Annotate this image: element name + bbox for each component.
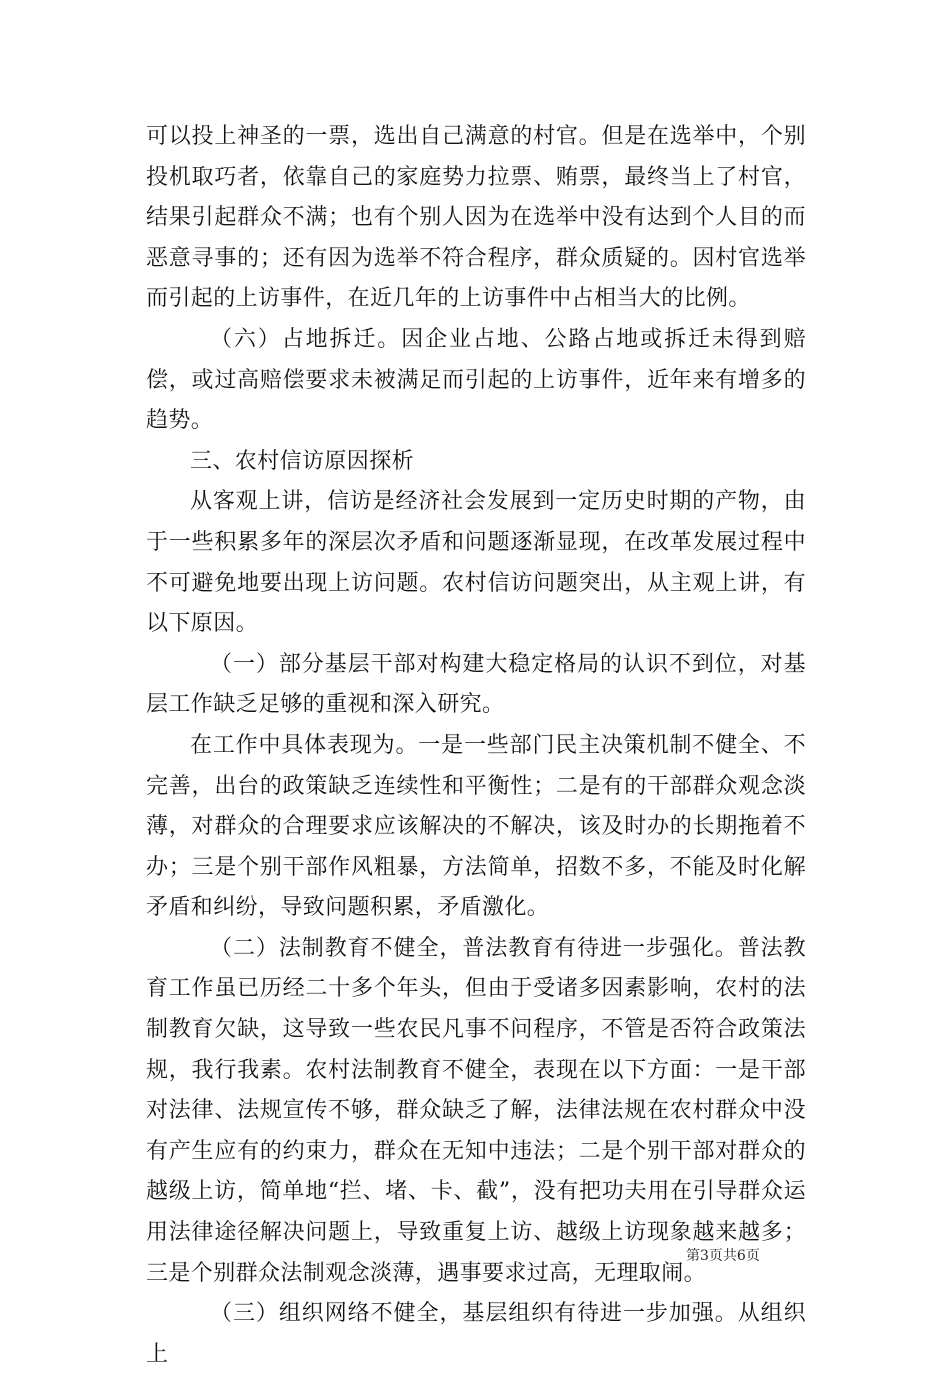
section-heading-causes: 三、农村信访原因探析 bbox=[190, 448, 415, 474]
paragraph-cause-one: （一）部分基层干部对构建大稳定格局的认识不到位，对基层工作缺乏足够的重视和深入研究。 bbox=[146, 651, 806, 718]
paragraph-land-demolition: （六）占地拆迁。因企业占地、公路占地或拆迁未得到赔偿，或过高赔偿要求未被满足而引起的上访事件，近年来有增多的趋势。 bbox=[146, 326, 806, 434]
document-body bbox=[146, 117, 806, 1375]
paragraph-cause-one-details: 在工作中具体表现为。一是一些部门民主决策机制不健全、不完善，出台的政策缺乏连续性和平衡性；二是有的干部群众观念淡薄，对群众的合理要求应该解决的不解决，该及时办的长期拖着不办；三是个别干部作风粗暴，方法简单，招数不多，不能及时化解矛盾和纠纷，导致问题积累，矛盾激化。 bbox=[146, 732, 806, 921]
paragraph-objective-causes: 从客观上讲，信访是经济社会发展到一定历史时期的产物，由于一些积累多年的深层次矛盾和问题逐渐显现，在改革发展过程中不可避免地要出现上访问题。农村信访问题突出，从主观上讲，有以下原因。 bbox=[146, 489, 806, 637]
paragraph-cause-three: （三）组织网络不健全，基层组织有待进一步加强。从组织上 bbox=[146, 1301, 806, 1367]
page-number: 第3页共6页 bbox=[686, 1248, 760, 1264]
paragraph-village-election: 可以投上神圣的一票，选出自己满意的村官。但是在选举中，个别投机取巧者，依靠自己的家庭势力拉票、贿票，最终当上了村官，结果引起群众不满；也有个别人因为在选举中没有达到个人目的而恶意寻事的；还有因为选举不符合程序，群众质疑的。因村官选举而引起的上访事件，在近几年的上访事件中占相当大的比例。 bbox=[146, 124, 806, 312]
paragraph-cause-two: （二）法制教育不健全，普法教育有待进一步强化。普法教育工作虽已历经二十多个年头，但由于受诸多因素影响，农村的法制教育欠缺，这导致一些农民凡事不问程序，不管是否符合政策法规，我行我素。农村法制教育不健全，表现在以下方面：一是干部对法律、法规宣传不够，群众缺乏了解，法律法规在农村群众中没有产生应有的约束力，群众在无知中违法；二是个别干部对群众的越级上访，简单地“拦、堵、卡、截”，没有把功夫用在引导群众运用法律途径解决问题上，导致重复上访、越级上访现象越来越多；三是个别群众法制观念淡薄，遇事要求过高，无理取闹。 bbox=[146, 935, 806, 1286]
